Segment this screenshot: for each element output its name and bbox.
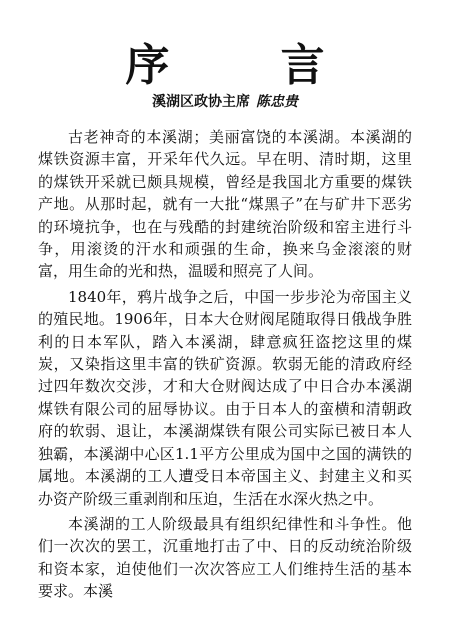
page-title: 序 言: [125, 40, 373, 91]
byline: [0, 92, 450, 112]
body-text: [38, 126, 412, 603]
author-name: 陈忠贵: [256, 94, 298, 110]
author-position: 溪湖区政协主席: [152, 94, 250, 110]
paragraph: 古老神奇的本溪湖；美丽富饶的本溪湖。本溪湖的煤铁资源丰富，开采年代久远。早在明、清时期，这里的煤铁开采就已颇具规模，曾经是我国北方重要的煤铁产地。从那时起，就有一大批“煤黑子”在与矿井下恶劣的环境抗争，也在与残酷的封建统治阶级和窑主进行斗争，用滚烫的汗水和顽强的生命，换来乌金滚滚的财富，用生命的光和热，温暖和照亮了人间。: [38, 128, 412, 281]
paragraph: 本溪湖的工人阶级最具有组织纪律性和斗争性。他们一次次的罢工，沉重地打击了中、日的反动统治阶级和资本家，迫使他们一次次答应工人们维持生活的基本要求。本溪: [38, 514, 412, 601]
paragraph: 1840年，鸦片战争之后，中国一步步沦为帝国主义的殖民地。1906年，日本大仓财阀尾随取得日俄战争胜利的日本军队，踏入本溪湖，肆意疯狂盗挖这里的煤炭，又染指这里丰富的铁矿资源。软弱无能的清政府经过四年数次交涉，才和大仓财阀达成了中日合办本溪湖煤铁有限公司的屈辱协议。由于日本人的蛮横和清朝政府的软弱、退让，本溪湖煤铁有限公司实际已被日本人独霸，本溪湖中心区1.1平方公里成为国中之国的满铁的属地。本溪湖的工人遭受日本帝国主义、封建主义和买办资产阶级三重剥削和压迫，生活在水深火热之中。: [38, 287, 412, 508]
